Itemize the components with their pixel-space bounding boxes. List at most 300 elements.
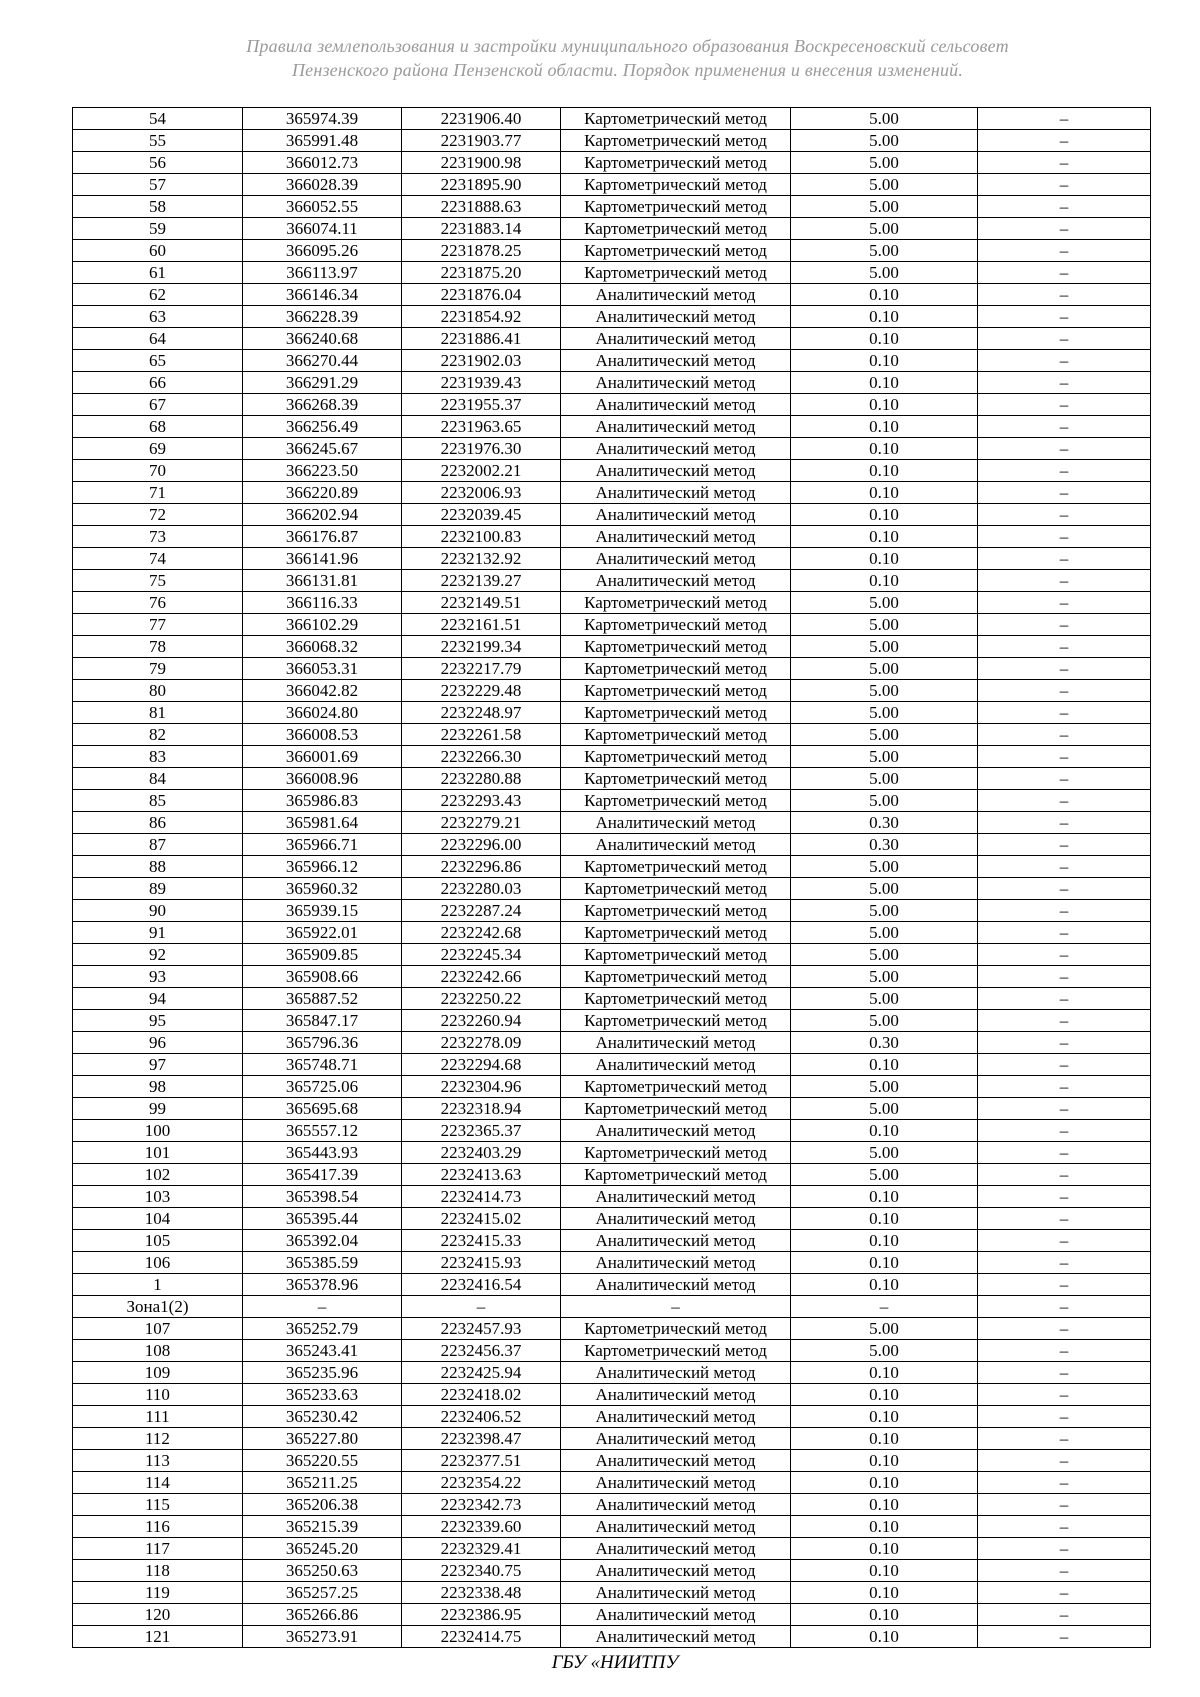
y-coordinate-cell: 2232260.94 [402, 1010, 561, 1032]
point-number-cell: 78 [73, 636, 243, 658]
x-coordinate-cell: 365991.48 [243, 130, 402, 152]
x-coordinate-cell: 366008.96 [243, 768, 402, 790]
note-cell: – [978, 1076, 1151, 1098]
point-number-cell: 54 [73, 108, 243, 130]
y-coordinate-cell: 2231878.25 [402, 240, 561, 262]
point-number-cell: Зона1(2) [73, 1296, 243, 1318]
point-number-cell: 121 [73, 1626, 243, 1648]
note-cell: – [978, 372, 1151, 394]
method-cell: Картометрический метод [561, 1340, 791, 1362]
y-coordinate-cell: 2232002.21 [402, 460, 561, 482]
method-cell: Аналитический метод [561, 1362, 791, 1384]
accuracy-cell: 0.10 [791, 1560, 978, 1582]
note-cell: – [978, 416, 1151, 438]
note-cell: – [978, 394, 1151, 416]
method-cell: Картометрический метод [561, 152, 791, 174]
accuracy-cell: 5.00 [791, 196, 978, 218]
table-row [73, 1516, 1151, 1538]
point-number-cell: 81 [73, 702, 243, 724]
note-cell: – [978, 768, 1151, 790]
method-cell: Картометрический метод [561, 944, 791, 966]
x-coordinate-cell: 365227.80 [243, 1428, 402, 1450]
note-cell: – [978, 988, 1151, 1010]
table-row [73, 1164, 1151, 1186]
table-row [73, 1054, 1151, 1076]
y-coordinate-cell: 2232415.33 [402, 1230, 561, 1252]
accuracy-cell: 0.10 [791, 1274, 978, 1296]
table-row [73, 372, 1151, 394]
accuracy-cell: 5.00 [791, 746, 978, 768]
point-number-cell: 90 [73, 900, 243, 922]
point-number-cell: 73 [73, 526, 243, 548]
y-coordinate-cell: 2232139.27 [402, 570, 561, 592]
table-row [73, 702, 1151, 724]
y-coordinate-cell: 2232006.93 [402, 482, 561, 504]
x-coordinate-cell: 366012.73 [243, 152, 402, 174]
point-number-cell: 91 [73, 922, 243, 944]
accuracy-cell: 5.00 [791, 262, 978, 284]
x-coordinate-cell: 365233.63 [243, 1384, 402, 1406]
y-coordinate-cell: 2232294.68 [402, 1054, 561, 1076]
y-coordinate-cell: 2232414.75 [402, 1626, 561, 1648]
y-coordinate-cell: 2231902.03 [402, 350, 561, 372]
x-coordinate-cell: 366113.97 [243, 262, 402, 284]
note-cell: – [978, 1406, 1151, 1428]
point-number-cell: 115 [73, 1494, 243, 1516]
method-cell: – [561, 1296, 791, 1318]
y-coordinate-cell: 2231883.14 [402, 218, 561, 240]
point-number-cell: 105 [73, 1230, 243, 1252]
x-coordinate-cell: 366220.89 [243, 482, 402, 504]
method-cell: Картометрический метод [561, 1142, 791, 1164]
y-coordinate-cell: 2232339.60 [402, 1516, 561, 1538]
x-coordinate-cell: 365273.91 [243, 1626, 402, 1648]
table-row [73, 504, 1151, 526]
method-cell: Аналитический метод [561, 1032, 791, 1054]
table-row [73, 526, 1151, 548]
table-row [73, 878, 1151, 900]
y-coordinate-cell: 2232242.68 [402, 922, 561, 944]
method-cell: Картометрический метод [561, 130, 791, 152]
method-cell: Аналитический метод [561, 1186, 791, 1208]
x-coordinate-cell: 366074.11 [243, 218, 402, 240]
point-number-cell: 58 [73, 196, 243, 218]
table-row [73, 592, 1151, 614]
header-line-1: Правила землепользования и застройки муниципального образования Воскресеновский сельсовет [246, 36, 1009, 56]
x-coordinate-cell: 365939.15 [243, 900, 402, 922]
table-row [73, 724, 1151, 746]
note-cell: – [978, 262, 1151, 284]
method-cell: Аналитический метод [561, 1582, 791, 1604]
table-row [73, 636, 1151, 658]
table-row [73, 1428, 1151, 1450]
method-cell: Картометрический метод [561, 680, 791, 702]
accuracy-cell: 5.00 [791, 878, 978, 900]
x-coordinate-cell: 366102.29 [243, 614, 402, 636]
table-row [73, 1450, 1151, 1472]
x-coordinate-cell: 365966.12 [243, 856, 402, 878]
accuracy-cell: 0.10 [791, 1450, 978, 1472]
table-row [73, 174, 1151, 196]
y-coordinate-cell: 2232414.73 [402, 1186, 561, 1208]
note-cell: – [978, 284, 1151, 306]
point-number-cell: 100 [73, 1120, 243, 1142]
method-cell: Картометрический метод [561, 702, 791, 724]
y-coordinate-cell: 2231906.40 [402, 108, 561, 130]
accuracy-cell: 0.10 [791, 504, 978, 526]
y-coordinate-cell: 2231886.41 [402, 328, 561, 350]
table-row [73, 1560, 1151, 1582]
method-cell: Аналитический метод [561, 416, 791, 438]
method-cell: Картометрический метод [561, 900, 791, 922]
note-cell: – [978, 746, 1151, 768]
accuracy-cell: 5.00 [791, 108, 978, 130]
table-row [73, 900, 1151, 922]
y-coordinate-cell: 2232245.34 [402, 944, 561, 966]
table-row [73, 196, 1151, 218]
y-coordinate-cell: 2232403.29 [402, 1142, 561, 1164]
accuracy-cell: 5.00 [791, 1098, 978, 1120]
x-coordinate-cell: 365215.39 [243, 1516, 402, 1538]
y-coordinate-cell: 2232280.88 [402, 768, 561, 790]
accuracy-cell: 0.10 [791, 284, 978, 306]
note-cell: – [978, 548, 1151, 570]
table-row [73, 1076, 1151, 1098]
accuracy-cell: 0.30 [791, 834, 978, 856]
method-cell: Аналитический метод [561, 1384, 791, 1406]
x-coordinate-cell: 366141.96 [243, 548, 402, 570]
accuracy-cell: 5.00 [791, 174, 978, 196]
point-number-cell: 93 [73, 966, 243, 988]
method-cell: Картометрический метод [561, 1318, 791, 1340]
y-coordinate-cell: 2231963.65 [402, 416, 561, 438]
method-cell: Картометрический метод [561, 856, 791, 878]
method-cell: Аналитический метод [561, 812, 791, 834]
note-cell: – [978, 152, 1151, 174]
point-number-cell: 113 [73, 1450, 243, 1472]
x-coordinate-cell: 366116.33 [243, 592, 402, 614]
accuracy-cell: 0.10 [791, 460, 978, 482]
table-row [73, 834, 1151, 856]
method-cell: Картометрический метод [561, 790, 791, 812]
y-coordinate-cell: 2232340.75 [402, 1560, 561, 1582]
note-cell: – [978, 1098, 1151, 1120]
method-cell: Аналитический метод [561, 1472, 791, 1494]
note-cell: – [978, 482, 1151, 504]
table-row [73, 1208, 1151, 1230]
table-row [73, 416, 1151, 438]
table-row [73, 1626, 1151, 1648]
document-footer: ГБУ «НИИТПУ [551, 1652, 679, 1673]
y-coordinate-cell: 2232250.22 [402, 988, 561, 1010]
point-number-cell: 99 [73, 1098, 243, 1120]
accuracy-cell: 0.10 [791, 394, 978, 416]
y-coordinate-cell: 2232329.41 [402, 1538, 561, 1560]
method-cell: Картометрический метод [561, 108, 791, 130]
table-row [73, 548, 1151, 570]
method-cell: Аналитический метод [561, 1252, 791, 1274]
method-cell: Картометрический метод [561, 196, 791, 218]
table-row [73, 790, 1151, 812]
x-coordinate-cell: 365257.25 [243, 1582, 402, 1604]
x-coordinate-cell: 365417.39 [243, 1164, 402, 1186]
note-cell: – [978, 196, 1151, 218]
x-coordinate-cell: 366052.55 [243, 196, 402, 218]
table-row [73, 988, 1151, 1010]
method-cell: Аналитический метод [561, 284, 791, 306]
accuracy-cell: 5.00 [791, 702, 978, 724]
note-cell: – [978, 1318, 1151, 1340]
point-number-cell: 60 [73, 240, 243, 262]
method-cell: Аналитический метод [561, 350, 791, 372]
x-coordinate-cell: 365220.55 [243, 1450, 402, 1472]
y-coordinate-cell: 2232242.66 [402, 966, 561, 988]
note-cell: – [978, 306, 1151, 328]
note-cell: – [978, 790, 1151, 812]
x-coordinate-cell: 365443.93 [243, 1142, 402, 1164]
method-cell: Аналитический метод [561, 1626, 791, 1648]
note-cell: – [978, 1626, 1151, 1648]
accuracy-cell: 0.10 [791, 1472, 978, 1494]
note-cell: – [978, 1032, 1151, 1054]
y-coordinate-cell: 2231903.77 [402, 130, 561, 152]
note-cell: – [978, 130, 1151, 152]
accuracy-cell: 5.00 [791, 592, 978, 614]
accuracy-cell: 5.00 [791, 944, 978, 966]
accuracy-cell: 5.00 [791, 680, 978, 702]
point-number-cell: 56 [73, 152, 243, 174]
accuracy-cell: 0.10 [791, 1054, 978, 1076]
method-cell: Аналитический метод [561, 328, 791, 350]
y-coordinate-cell: 2232456.37 [402, 1340, 561, 1362]
x-coordinate-cell: 365908.66 [243, 966, 402, 988]
point-number-cell: 55 [73, 130, 243, 152]
accuracy-cell: 0.10 [791, 1186, 978, 1208]
method-cell: Аналитический метод [561, 438, 791, 460]
y-coordinate-cell: 2232266.30 [402, 746, 561, 768]
table-row [73, 812, 1151, 834]
accuracy-cell: 0.10 [791, 1230, 978, 1252]
note-cell: – [978, 856, 1151, 878]
accuracy-cell: – [791, 1296, 978, 1318]
method-cell: Аналитический метод [561, 394, 791, 416]
x-coordinate-cell: 365266.86 [243, 1604, 402, 1626]
x-coordinate-cell: 365395.44 [243, 1208, 402, 1230]
method-cell: Аналитический метод [561, 306, 791, 328]
table-row [73, 680, 1151, 702]
method-cell: Аналитический метод [561, 1054, 791, 1076]
accuracy-cell: 5.00 [791, 922, 978, 944]
note-cell: – [978, 900, 1151, 922]
point-number-cell: 92 [73, 944, 243, 966]
x-coordinate-cell: 365922.01 [243, 922, 402, 944]
x-coordinate-cell: 365245.20 [243, 1538, 402, 1560]
note-cell: – [978, 328, 1151, 350]
table-row [73, 350, 1151, 372]
method-cell: Аналитический метод [561, 1450, 791, 1472]
point-number-cell: 74 [73, 548, 243, 570]
x-coordinate-cell: 365909.85 [243, 944, 402, 966]
point-number-cell: 119 [73, 1582, 243, 1604]
table-row [73, 438, 1151, 460]
x-coordinate-cell: 366053.31 [243, 658, 402, 680]
y-coordinate-cell: 2232365.37 [402, 1120, 561, 1142]
note-cell: – [978, 1384, 1151, 1406]
point-number-cell: 68 [73, 416, 243, 438]
y-coordinate-cell: 2232287.24 [402, 900, 561, 922]
method-cell: Аналитический метод [561, 834, 791, 856]
y-coordinate-cell: 2232279.21 [402, 812, 561, 834]
accuracy-cell: 0.10 [791, 548, 978, 570]
note-cell: – [978, 614, 1151, 636]
y-coordinate-cell: 2232318.94 [402, 1098, 561, 1120]
note-cell: – [978, 658, 1151, 680]
note-cell: – [978, 1252, 1151, 1274]
method-cell: Картометрический метод [561, 218, 791, 240]
y-coordinate-cell: 2232248.97 [402, 702, 561, 724]
method-cell: Аналитический метод [561, 548, 791, 570]
method-cell: Аналитический метод [561, 482, 791, 504]
y-coordinate-cell: 2231876.04 [402, 284, 561, 306]
note-cell: – [978, 1538, 1151, 1560]
method-cell: Картометрический метод [561, 966, 791, 988]
x-coordinate-cell: 365960.32 [243, 878, 402, 900]
accuracy-cell: 5.00 [791, 768, 978, 790]
point-number-cell: 89 [73, 878, 243, 900]
point-number-cell: 69 [73, 438, 243, 460]
point-number-cell: 63 [73, 306, 243, 328]
x-coordinate-cell: 365847.17 [243, 1010, 402, 1032]
point-number-cell: 103 [73, 1186, 243, 1208]
note-cell: – [978, 174, 1151, 196]
point-number-cell: 117 [73, 1538, 243, 1560]
point-number-cell: 72 [73, 504, 243, 526]
point-number-cell: 109 [73, 1362, 243, 1384]
accuracy-cell: 5.00 [791, 1318, 978, 1340]
note-cell: – [978, 350, 1151, 372]
method-cell: Картометрический метод [561, 1076, 791, 1098]
x-coordinate-cell: 366256.49 [243, 416, 402, 438]
header-line-2: Пензенского района Пензенской области. Порядок применения и внесения изменений. [291, 60, 964, 80]
y-coordinate-cell: 2232296.86 [402, 856, 561, 878]
point-number-cell: 118 [73, 1560, 243, 1582]
x-coordinate-cell: 366008.53 [243, 724, 402, 746]
accuracy-cell: 0.10 [791, 1384, 978, 1406]
table-row [73, 1274, 1151, 1296]
y-coordinate-cell: – [402, 1296, 561, 1318]
y-coordinate-cell: 2232149.51 [402, 592, 561, 614]
method-cell: Аналитический метод [561, 526, 791, 548]
note-cell: – [978, 1428, 1151, 1450]
accuracy-cell: 0.10 [791, 1362, 978, 1384]
note-cell: – [978, 504, 1151, 526]
note-cell: – [978, 592, 1151, 614]
x-coordinate-cell: 365725.06 [243, 1076, 402, 1098]
accuracy-cell: 5.00 [791, 966, 978, 988]
note-cell: – [978, 724, 1151, 746]
point-number-cell: 57 [73, 174, 243, 196]
table-row [73, 152, 1151, 174]
x-coordinate-cell: 365986.83 [243, 790, 402, 812]
point-number-cell: 71 [73, 482, 243, 504]
point-number-cell: 66 [73, 372, 243, 394]
table-row [73, 1582, 1151, 1604]
method-cell: Картометрический метод [561, 592, 791, 614]
y-coordinate-cell: 2232132.92 [402, 548, 561, 570]
note-cell: – [978, 1582, 1151, 1604]
point-number-cell: 110 [73, 1384, 243, 1406]
note-cell: – [978, 1560, 1151, 1582]
y-coordinate-cell: 2232415.93 [402, 1252, 561, 1274]
accuracy-cell: 5.00 [791, 1076, 978, 1098]
accuracy-cell: 5.00 [791, 240, 978, 262]
method-cell: Картометрический метод [561, 636, 791, 658]
x-coordinate-cell: 366176.87 [243, 526, 402, 548]
table-row [73, 1362, 1151, 1384]
accuracy-cell: 5.00 [791, 636, 978, 658]
y-coordinate-cell: 2231955.37 [402, 394, 561, 416]
note-cell: – [978, 1274, 1151, 1296]
method-cell: Картометрический метод [561, 614, 791, 636]
method-cell: Аналитический метод [561, 1560, 791, 1582]
x-coordinate-cell: 366042.82 [243, 680, 402, 702]
y-coordinate-cell: 2232199.34 [402, 636, 561, 658]
y-coordinate-cell: 2232425.94 [402, 1362, 561, 1384]
accuracy-cell: 0.10 [791, 526, 978, 548]
table-row [73, 1494, 1151, 1516]
point-number-cell: 85 [73, 790, 243, 812]
x-coordinate-cell: 366245.67 [243, 438, 402, 460]
table-row [73, 1604, 1151, 1626]
accuracy-cell: 0.10 [791, 1406, 978, 1428]
table-row [73, 306, 1151, 328]
table-row [73, 1318, 1151, 1340]
accuracy-cell: 5.00 [791, 152, 978, 174]
table-row [73, 1010, 1151, 1032]
x-coordinate-cell: 366001.69 [243, 746, 402, 768]
note-cell: – [978, 834, 1151, 856]
point-number-cell: 70 [73, 460, 243, 482]
accuracy-cell: 0.30 [791, 1032, 978, 1054]
x-coordinate-cell: 365796.36 [243, 1032, 402, 1054]
x-coordinate-cell: 366268.39 [243, 394, 402, 416]
table-row [73, 922, 1151, 944]
point-number-cell: 61 [73, 262, 243, 284]
accuracy-cell: 0.10 [791, 372, 978, 394]
accuracy-cell: 0.10 [791, 1582, 978, 1604]
x-coordinate-cell: 366146.34 [243, 284, 402, 306]
x-coordinate-cell: 365206.38 [243, 1494, 402, 1516]
y-coordinate-cell: 2232229.48 [402, 680, 561, 702]
table-row [73, 1296, 1151, 1318]
y-coordinate-cell: 2232280.03 [402, 878, 561, 900]
table-row [73, 1230, 1151, 1252]
x-coordinate-cell: 365385.59 [243, 1252, 402, 1274]
accuracy-cell: 0.10 [791, 1120, 978, 1142]
method-cell: Картометрический метод [561, 658, 791, 680]
accuracy-cell: 5.00 [791, 900, 978, 922]
y-coordinate-cell: 2232416.54 [402, 1274, 561, 1296]
point-number-cell: 104 [73, 1208, 243, 1230]
note-cell: – [978, 944, 1151, 966]
point-number-cell: 87 [73, 834, 243, 856]
note-cell: – [978, 1340, 1151, 1362]
accuracy-cell: 5.00 [791, 1340, 978, 1362]
method-cell: Картометрический метод [561, 174, 791, 196]
note-cell: – [978, 636, 1151, 658]
note-cell: – [978, 1450, 1151, 1472]
note-cell: – [978, 878, 1151, 900]
